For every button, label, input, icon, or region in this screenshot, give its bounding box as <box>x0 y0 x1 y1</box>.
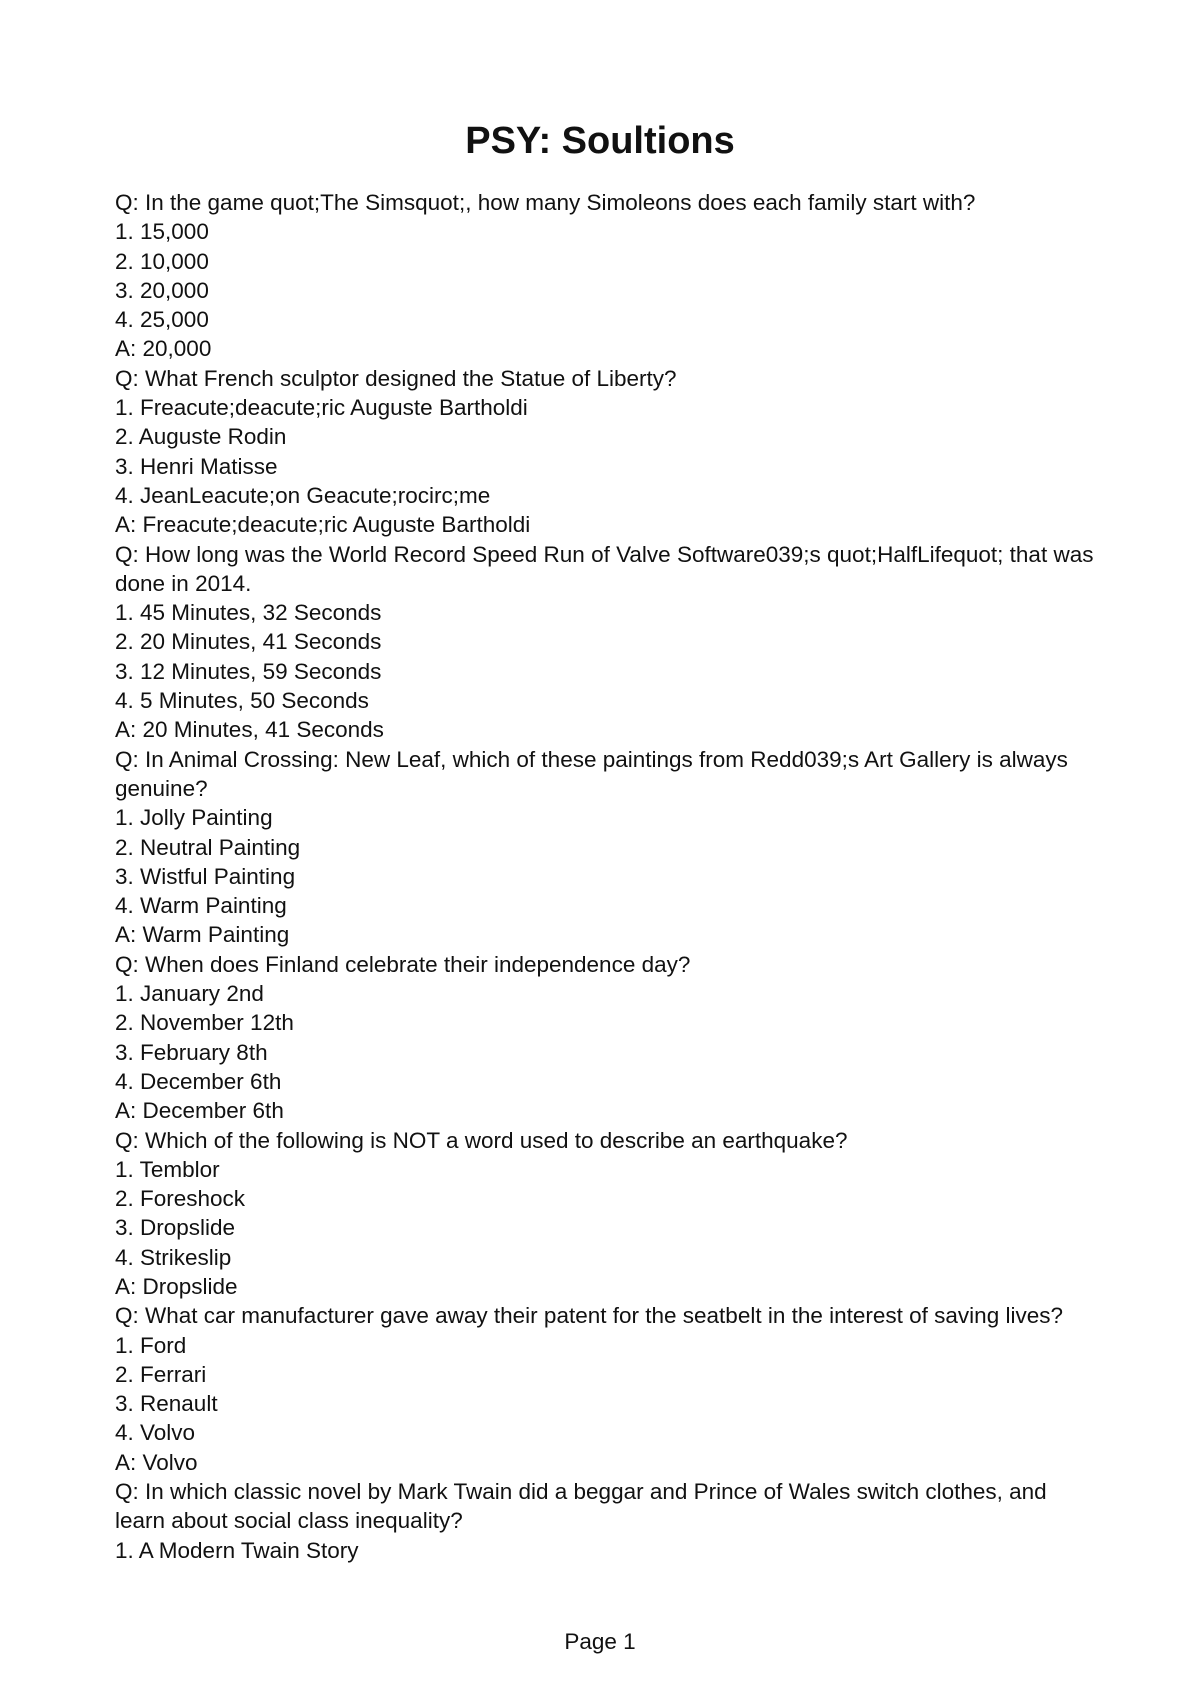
option-text: 1. 15,000 <box>115 219 209 245</box>
question-text: Q: In which classic novel by Mark Twain did a beggar and Prince of Wales switch clothes, and learn about social class inequality? <box>115 1479 1047 1534</box>
option-text: 1. Temblor <box>115 1156 220 1182</box>
qa-item <box>115 188 1095 364</box>
question-text: Q: When does Finland celebrate their independence day? <box>115 951 691 977</box>
option-text: 2. 20 Minutes, 41 Seconds <box>115 629 382 655</box>
option-text: 2. 10,000 <box>115 248 209 274</box>
qa-item <box>115 1126 1095 1302</box>
answer-text: A: Dropslide <box>115 1273 238 1299</box>
option-text: 1. Freacute;deacute;ric Auguste Bartholdi <box>115 395 528 421</box>
option-text: 3. Henri Matisse <box>115 453 278 479</box>
option-text: 3. 12 Minutes, 59 Seconds <box>115 658 382 684</box>
option-text: 4. Warm Painting <box>115 893 287 919</box>
qa-item <box>115 1477 1095 1565</box>
answer-text: A: 20 Minutes, 41 Seconds <box>115 717 384 743</box>
option-text: 2. Neutral Painting <box>115 834 301 860</box>
option-text: 3. February 8th <box>115 1039 268 1065</box>
option-text: 3. Wistful Painting <box>115 863 296 889</box>
answer-text: A: December 6th <box>115 1098 284 1124</box>
answer-text: A: Warm Painting <box>115 922 290 948</box>
question-text: Q: What car manufacturer gave away their patent for the seatbelt in the interest of saving lives? <box>115 1303 1063 1329</box>
option-text: 4. Volvo <box>115 1420 196 1446</box>
qa-item <box>115 364 1095 540</box>
page-number: Page 1 <box>564 1629 636 1654</box>
question-text: Q: In the game quot;The Simsquot;, how many Simoleons does each family start with? <box>115 190 976 215</box>
option-text: 4. JeanLeacute;on Geacute;rocirc;me <box>115 482 491 508</box>
option-text: 2. Auguste Rodin <box>115 424 287 450</box>
option-text: 3. Dropslide <box>115 1215 236 1241</box>
option-text: 3. 20,000 <box>115 277 209 303</box>
qa-item <box>115 540 1095 745</box>
answer-text: A: Volvo <box>115 1449 198 1475</box>
answer-text: A: Freacute;deacute;ric Auguste Bartholdi <box>115 512 531 538</box>
question-text: Q: Which of the following is NOT a word used to describe an earthquake? <box>115 1127 848 1153</box>
qa-item <box>115 1301 1095 1477</box>
question-text: Q: In Animal Crossing: New Leaf, which of these paintings from Redd039;s Art Gallery is always genuine? <box>115 746 1068 801</box>
option-text: 1. Ford <box>115 1332 187 1358</box>
option-text: 4. 5 Minutes, 50 Seconds <box>115 688 369 714</box>
option-text: 4. 25,000 <box>115 307 209 333</box>
qa-item <box>115 950 1095 1126</box>
question-text: Q: How long was the World Record Speed Run of Valve Software039;s quot;HalfLifequot; that was done in 2014. <box>115 541 1094 596</box>
option-text: 2. Ferrari <box>115 1361 207 1387</box>
qa-list <box>115 188 1095 1565</box>
qa-item <box>115 745 1095 950</box>
option-text: 3. Renault <box>115 1391 218 1417</box>
option-text: 1. January 2nd <box>115 981 264 1007</box>
option-text: 1. Jolly Painting <box>115 805 273 831</box>
option-text: 2. November 12th <box>115 1010 294 1036</box>
option-text: 4. Strikeslip <box>115 1244 232 1270</box>
option-text: 1. A Modern Twain Story <box>115 1537 359 1563</box>
option-text: 4. December 6th <box>115 1068 282 1094</box>
page-title: PSY: Soultions <box>465 120 735 162</box>
answer-text: A: 20,000 <box>115 336 212 362</box>
option-text: 1. 45 Minutes, 32 Seconds <box>115 600 382 626</box>
question-text: Q: What French sculptor designed the Statue of Liberty? <box>115 365 677 391</box>
option-text: 2. Foreshock <box>115 1186 246 1212</box>
